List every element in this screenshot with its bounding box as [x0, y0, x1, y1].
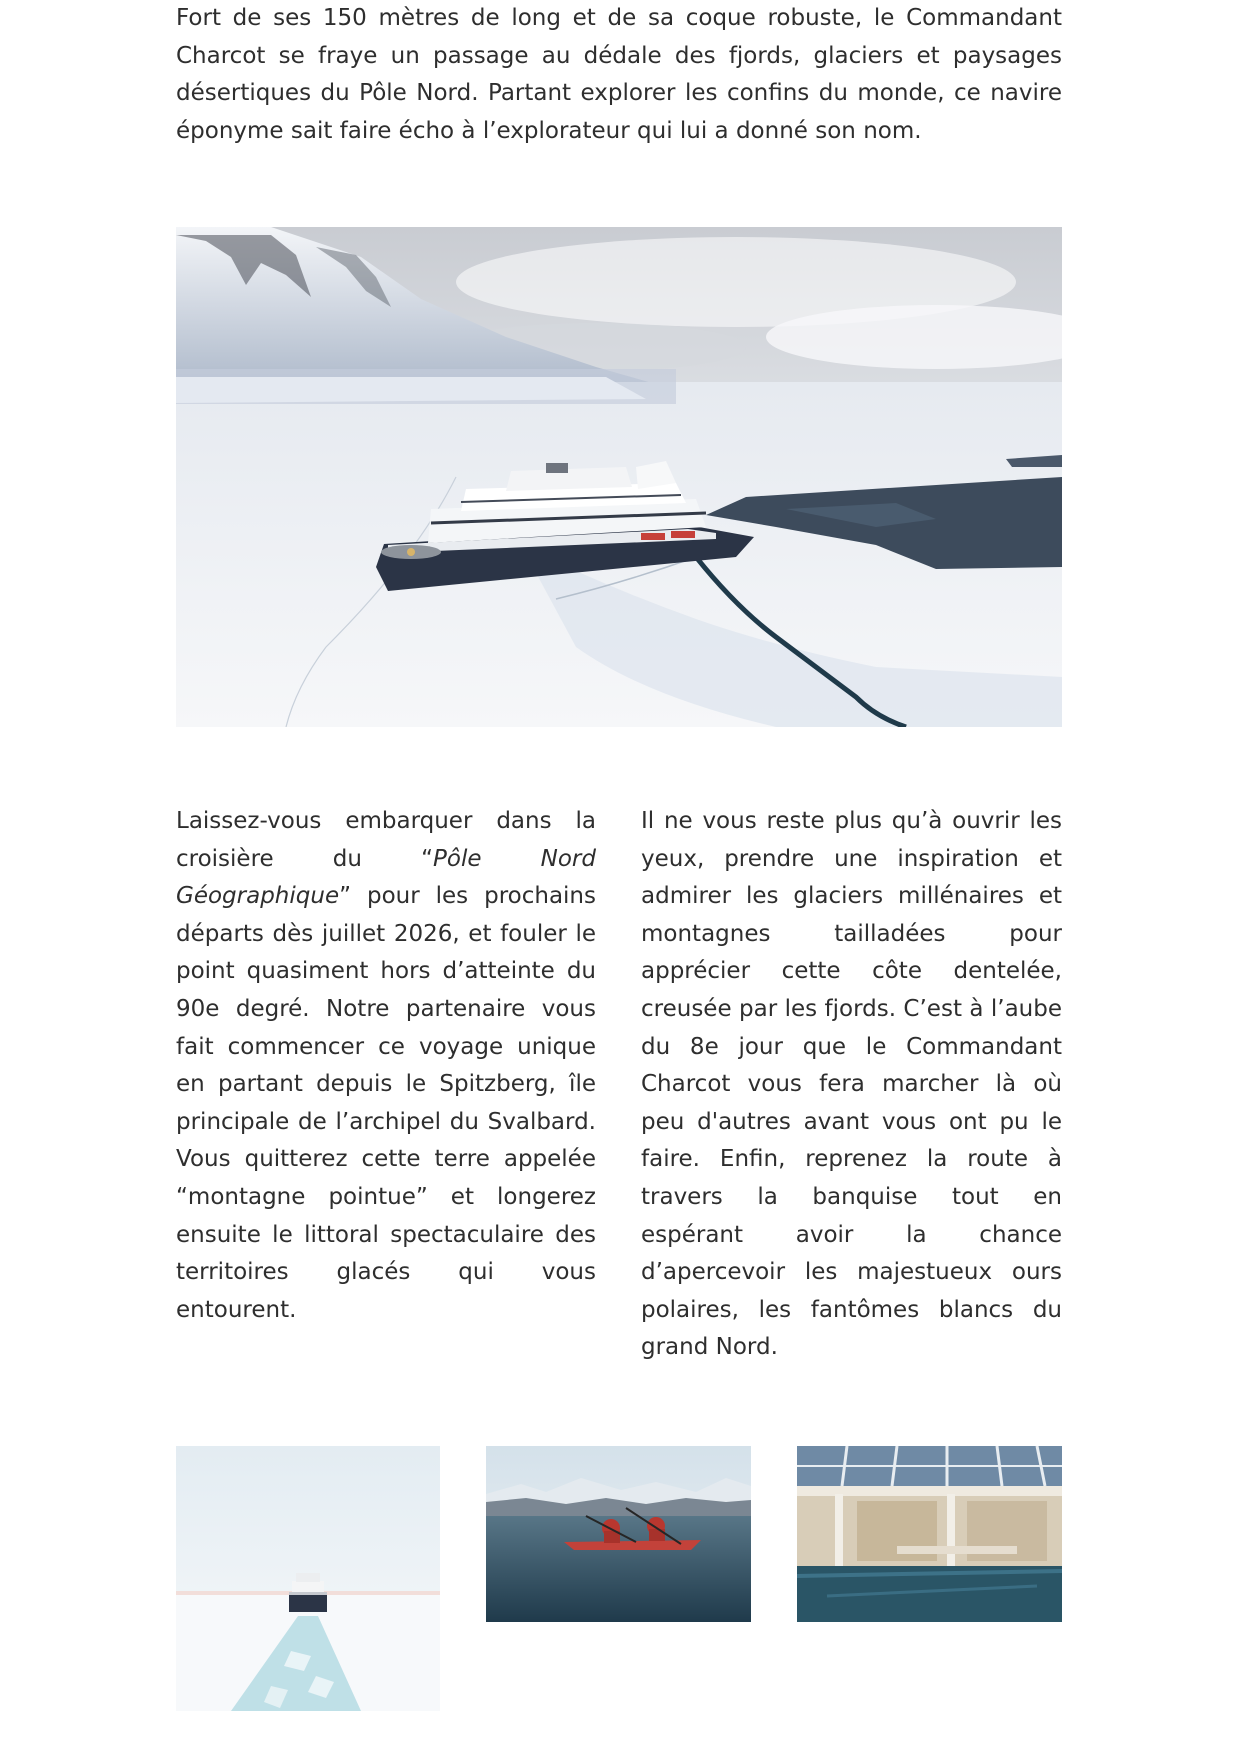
- indoor-pool-thumbnail: [797, 1446, 1062, 1622]
- hero-ship-in-ice-photo: [176, 227, 1062, 727]
- left-column-text-start: Laissez-vous embarquer dans la croisière du “: [176, 808, 596, 872]
- kayak-thumbnail: [486, 1446, 751, 1622]
- intro-paragraph: Fort de ses 150 mètres de long et de sa coque robuste, le Commandant Charcot se fraye un passage au dédale des fjords, glaciers et paysages désertiques du Pôle Nord. Partant explorer les confins du monde, ce navire éponyme sait faire écho à l’explorateur qui lui a donné son nom.: [176, 5, 1062, 144]
- left-column-paragraph: [176, 803, 596, 1329]
- cruise-title: Pôle Nord Géographique: [176, 845, 596, 910]
- left-column-text-end: ” pour les prochains départs dès juillet 2026, et fouler le point quasiment hors d’atteinte du 90e degré. Notre partenaire vous fait commencer ce voyage unique en partant depuis le Spitzberg, île principale de l’archipel du Svalbard. Vous quitterez cette terre appelée “montagne pointue” et longerez ensuite le littoral spectaculaire des territoires glacés qui vous entourent.: [176, 883, 596, 1323]
- right-column-paragraph: Il ne vous reste plus qu’à ouvrir les yeux, prendre une inspiration et admirer les glaciers millénaires et montagnes tailladées pour apprécier cette côte dentelée, creusée par les fjords. C’est à l’aube du 8e jour que le Commandant Charcot vous fera marcher là où peu d'autres avant vous ont pu le faire. Enfin, reprenez la route à travers la banquise tout en espérant avoir la chance d’apercevoir les majestueux ours polaires, les fantômes blancs du grand Nord.: [641, 808, 1062, 1361]
- ship-wake-thumbnail: [176, 1446, 440, 1711]
